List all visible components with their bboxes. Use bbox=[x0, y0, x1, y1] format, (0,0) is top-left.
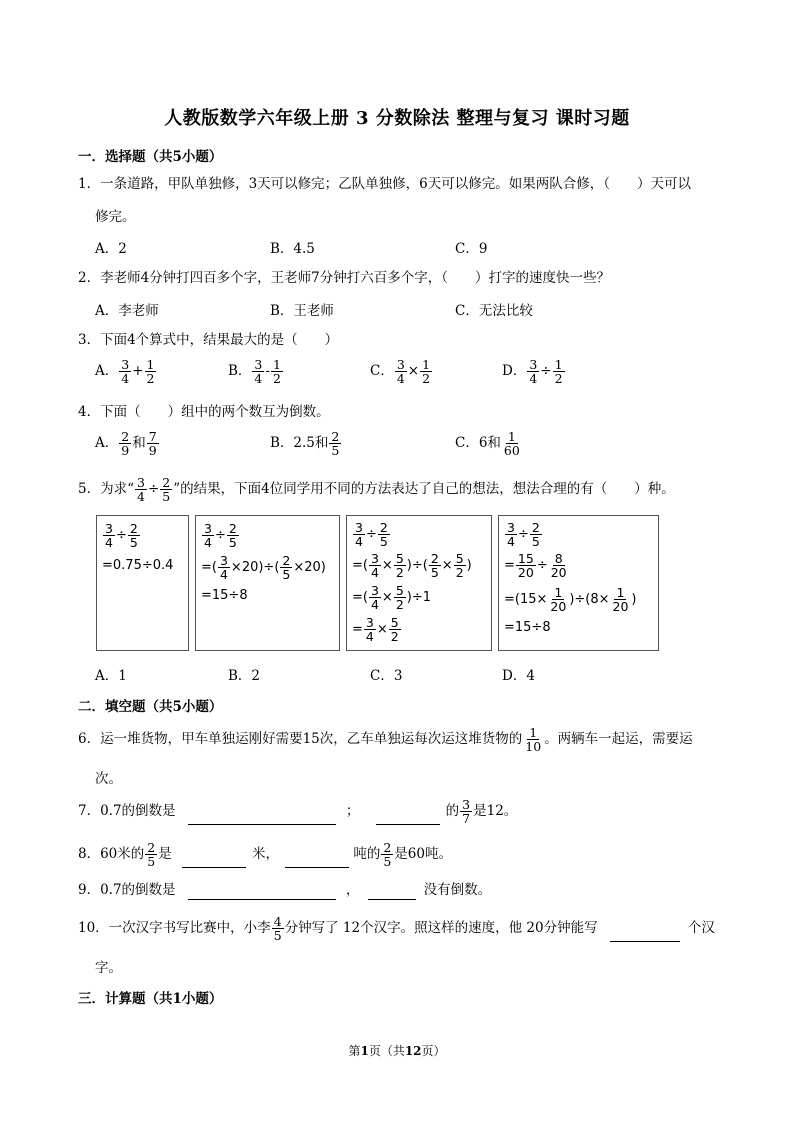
question-2-text: 2．李老师4分钟打四百多个字，王老师7分钟打六百多个字，（ ）打字的速度快一些？ bbox=[78, 270, 611, 286]
section-heading-fill: 二．填空题（共5小题） bbox=[78, 699, 223, 715]
question-4-text: 4．下面（ ）组中的两个数互为倒数。 bbox=[78, 404, 330, 420]
question-1-text-cont: 修完。 bbox=[95, 209, 136, 225]
q5-option-a: A．1 bbox=[95, 668, 127, 684]
page-title: 人教版数学六年级上册 3 分数除法 整理与复习 课时习题 bbox=[164, 108, 630, 129]
question-7-text: 7．0.7的倒数是 ； 的 $\frac{3}{7}$ 是12。 bbox=[78, 797, 518, 826]
section-heading-calc: 三．计算题（共1小题） bbox=[78, 991, 223, 1007]
q9-blank-2 bbox=[368, 883, 416, 900]
q2-option-c: C．无法比较 bbox=[455, 303, 533, 319]
q8-blank-1 bbox=[182, 851, 246, 868]
q3-option-c: C． $\frac{3}{4}$ × $\frac{1}{2}$ bbox=[370, 357, 431, 386]
q2-option-a: A．李老师 bbox=[95, 303, 159, 319]
question-6-text: 6．运一堆货物，甲车单独运刚好需要15次，乙车单独运每次运这堆货物的 $\frac{1}{10}$ 。两辆车一起运，需要运 bbox=[78, 725, 693, 754]
q9-blank-1 bbox=[188, 883, 336, 900]
question-10-text: 10．一次汉字书写比赛中，小李 $\frac{4}{5}$ 分钟写了 12个汉字。照这样的速度，他 20分钟能写 个汉 bbox=[78, 914, 715, 943]
q10-blank bbox=[610, 925, 680, 942]
question-5-text: 5．为求“ $\frac{3}{4}$ ÷ $\frac{2}{5}$ ”的结果，下面4位同学用不同的方法表达了自己的想法，想法合理的有（ ）种。 bbox=[78, 475, 675, 504]
q4-option-c: C．6和 $\frac{1}{60}$ bbox=[455, 429, 520, 458]
q3-option-b: B． $\frac{3}{4}$ - $\frac{1}{2}$ bbox=[228, 357, 281, 386]
question-6-text-cont: 次。 bbox=[95, 771, 122, 787]
q1-option-b: B．4.5 bbox=[270, 241, 315, 257]
q4-option-b: B．2.5和 $\frac{2}{5}$ bbox=[270, 429, 340, 458]
question-9-text: 9．0.7的倒数是 ， 没有倒数。 bbox=[78, 882, 492, 898]
q5-option-c: C．3 bbox=[370, 668, 403, 684]
q7-blank-2 bbox=[376, 808, 440, 825]
q5-option-b: B．2 bbox=[228, 668, 261, 684]
q3-option-d: D． $\frac{3}{4}$ ÷ $\frac{1}{2}$ bbox=[502, 357, 563, 386]
method-box-2: $\frac{3}{4}$ ÷ $\frac{2}{5}$ =( $\frac{3}{4}$ ×20)÷( $\frac{2}{5}$ ×20) =15÷8 bbox=[195, 515, 340, 651]
question-3-text: 3．下面4个算式中，结果最大的是（ ） bbox=[78, 332, 339, 348]
q5-option-d: D．4 bbox=[502, 668, 535, 684]
section-heading-choice: 一．选择题（共5小题） bbox=[78, 149, 223, 165]
method-box-3: $\frac{3}{4}$ ÷ $\frac{2}{5}$ =( $\frac{3}{4}$ × $\frac{5}{2}$ )÷( $\frac{2}{5}$ × $\frac{5}{2}$ ) =( $\frac{3}{4}$ × $\frac{5}{2}$ )÷1 = $\frac{3}{4}$ × $\frac{5}{2}$ bbox=[346, 515, 492, 651]
q4-option-a: A． $\frac{2}{9}$ 和 $\frac{7}{9}$ bbox=[95, 429, 157, 458]
method-box-4: $\frac{3}{4}$ ÷ $\frac{2}{5}$ = $\frac{15}{20}$ ÷ $\frac{8}{20}$ =(15× $\frac{1}{20}$ )÷(8× $\frac{1}{20}$ ) =15÷8 bbox=[498, 515, 659, 651]
q1-option-c: C．9 bbox=[455, 241, 488, 257]
page-footer: 第1页（共12页） bbox=[348, 1044, 446, 1058]
question-1-text: 1．一条道路，甲队单独修，3天可以修完；乙队单独修，6天可以修完。如果两队合修，（ ）天可以 bbox=[78, 176, 692, 192]
q8-blank-2 bbox=[285, 851, 349, 868]
question-8-text: 8．60米的 $\frac{2}{5}$ 是 米， 吨的 $\frac{2}{5}$ 是60吨。 bbox=[78, 840, 452, 869]
q1-option-a: A．2 bbox=[95, 241, 127, 257]
q3-option-a: A． $\frac{3}{4}$ + $\frac{1}{2}$ bbox=[95, 357, 155, 386]
q7-blank-1 bbox=[188, 808, 336, 825]
q2-option-b: B．王老师 bbox=[270, 303, 334, 319]
method-box-1: $\frac{3}{4}$ ÷ $\frac{2}{5}$ =0.75÷0.4 bbox=[96, 515, 189, 651]
question-10-text-cont: 字。 bbox=[95, 960, 122, 976]
